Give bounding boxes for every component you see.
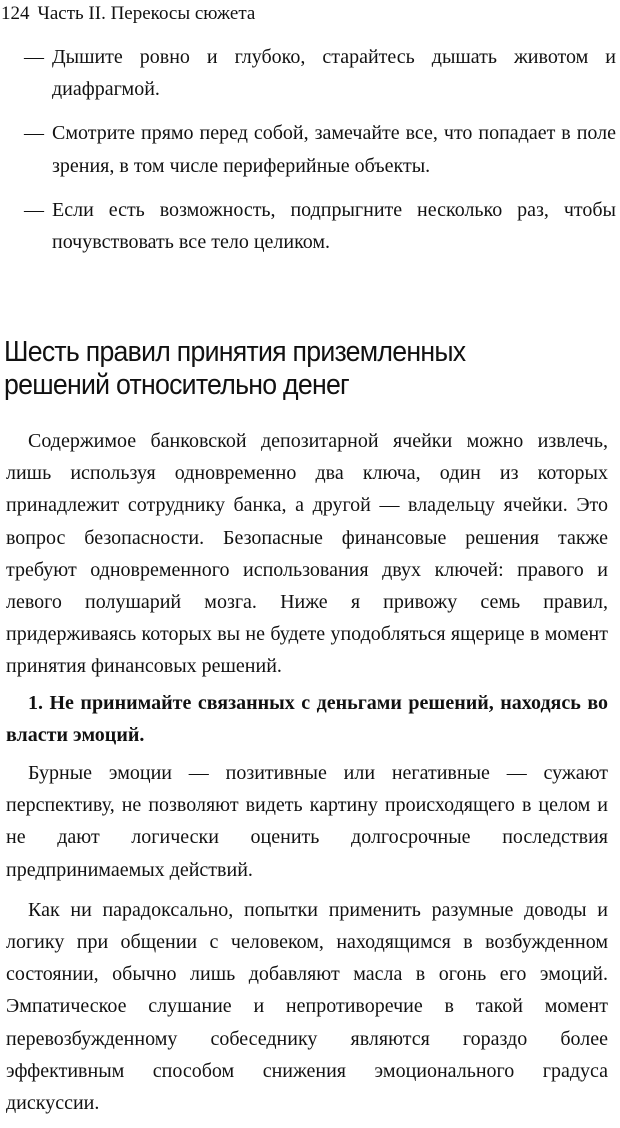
running-header bbox=[1, 2, 255, 26]
running-title: Часть II. Перекосы сюжета bbox=[37, 3, 256, 24]
list-item-text: Дышите ровно и глубоко, старайтесь дышать животом и диафрагмой. bbox=[52, 46, 616, 101]
page-number: 124 bbox=[1, 3, 30, 24]
rule-heading: 1. Не принимайте связанных с деньгами решений, находясь во власти эмоций. bbox=[6, 691, 608, 746]
list-item bbox=[24, 117, 616, 181]
bullet-list bbox=[24, 41, 616, 270]
intro-paragraph: Содержимое банковской депозитарной ячейки можно извлечь, лишь используя одновременно два ключа, один из которых принадлежит сотруднику банка, а другой — владельцу ячейки. Это вопрос безопасности. Безопасные финансовые решения также требуют одновременного использования двух ключей: правого и левого полушарий мозга. Ниже я привожу семь правил, придерживаясь которых вы не будете уподобляться ящерице в момент принятия финансовых решений. bbox=[6, 430, 608, 678]
list-item-text: Если есть возможность, подпрыгните несколько раз, чтобы почувствовать все тело целиком. bbox=[52, 198, 616, 254]
list-dash: — bbox=[24, 198, 44, 221]
list-dash: — bbox=[24, 46, 44, 68]
section-title: Шесть правил принятия приземленных решений относительно денег bbox=[4, 336, 466, 401]
paragraph: Бурные эмоции — позитивные или негативные — сужают перспективу, не позволяют видеть картину происходящего в целом и не дают логически оценить долгосрочные последствия предпринимаемых действий. bbox=[6, 762, 608, 881]
list-item bbox=[24, 41, 616, 105]
paragraph: Как ни парадоксально, попытки применить разумные доводы и логику при общении с человеком, находящимся в возбужденном состоянии, обычно лишь добавляют масла в огонь его эмоций. Эмпатическое слушание и непротиворечие в такой момент перевозбужденному собеседнику являются гораздо более эффективным способом снижения эмоционального градуса дискуссии. bbox=[6, 898, 608, 1115]
list-item-text: Смотрите прямо перед собой, замечайте все, что попадает в поле зрения, в том числе периферийные объекты. bbox=[52, 122, 616, 177]
list-dash: — bbox=[24, 122, 44, 145]
list-item bbox=[24, 194, 616, 258]
section-body bbox=[6, 425, 608, 1127]
